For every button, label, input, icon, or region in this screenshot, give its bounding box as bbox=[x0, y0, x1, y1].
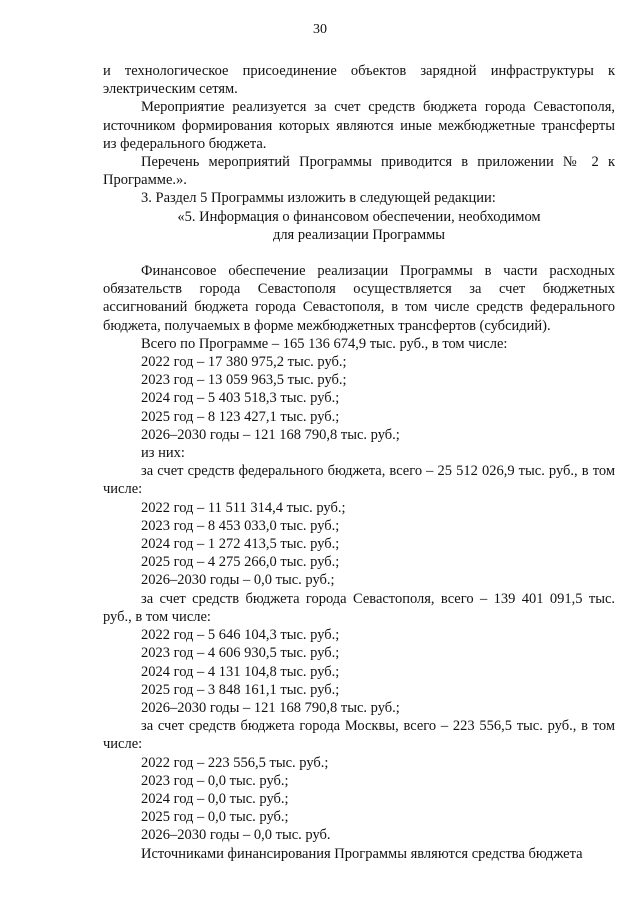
year-line: 2022 год – 5 646 104,3 тыс. руб.; bbox=[141, 627, 340, 644]
intro-paragraph-2: Мероприятие реализуется за счет средств бюджета города Севастополя, источником формирования которых являются иные межбюджетные трансферты из федерального бюджета. bbox=[103, 99, 615, 152]
section-paragraph-1: Финансовое обеспечение реализации Программы в части расходных обязательств города Севастополя осуществляется за счет бюджетных ассигнований бюджета города Севастополя, в том числе средств федерального бюджета, получаемых в форме межбюджетных трансфертов (субсидий). bbox=[103, 263, 615, 334]
federal-paragraph: за счет средств федерального бюджета, всего – 25 512 026,9 тыс. руб., в том числе: bbox=[103, 463, 615, 498]
year-line: 2023 год – 4 606 930,5 тыс. руб.; bbox=[141, 645, 340, 662]
year-line: 2022 год – 11 511 314,4 тыс. руб.; bbox=[141, 499, 346, 516]
section-heading-line-2: для реализации Программы bbox=[272, 226, 446, 243]
intro-paragraph-3: Перечень мероприятий Программы приводится в приложении № 2 к Программе.». bbox=[103, 154, 615, 189]
year-line: 2023 год – 0,0 тыс. руб.; bbox=[141, 772, 289, 789]
year-line: 2023 год – 13 059 963,5 тыс. руб.; bbox=[141, 372, 347, 389]
federal-years-list bbox=[103, 499, 615, 590]
year-line: 2023 год – 8 453 033,0 тыс. руб.; bbox=[141, 517, 340, 534]
year-line: 2025 год – 4 275 266,0 тыс. руб.; bbox=[141, 554, 340, 571]
year-line: 2026–2030 годы – 0,0 тыс. руб. bbox=[141, 827, 331, 844]
page-number: 30 bbox=[313, 22, 327, 37]
year-line: 2026–2030 годы – 0,0 тыс. руб.; bbox=[141, 572, 335, 589]
total-years-list bbox=[103, 353, 615, 444]
year-line: 2026–2030 годы – 121 168 790,8 тыс. руб.; bbox=[141, 699, 400, 716]
sevastopol-paragraph: за счет средств бюджета города Севастополя, всего – 139 401 091,5 тыс. руб., в том числе: bbox=[103, 590, 615, 625]
year-line: 2024 год – 5 403 518,3 тыс. руб.; bbox=[141, 390, 340, 407]
sevastopol-years-list bbox=[103, 626, 615, 717]
year-line: 2022 год – 223 556,5 тыс. руб.; bbox=[141, 754, 329, 771]
intro-paragraph-4: 3. Раздел 5 Программы изложить в следующей редакции: bbox=[141, 190, 496, 207]
total-line: Всего по Программе – 165 136 674,9 тыс. руб., в том числе: bbox=[141, 335, 508, 352]
spacer bbox=[103, 244, 615, 262]
intro-paragraph-1: и технологическое присоединение объектов зарядной инфраструктуры к электрическим сетям. bbox=[103, 63, 615, 98]
section-heading-line-1: «5. Информация о финансовом обеспечении, необходимом bbox=[177, 208, 541, 225]
year-line: 2024 год – 1 272 413,5 тыс. руб.; bbox=[141, 536, 340, 553]
year-line: 2025 год – 0,0 тыс. руб.; bbox=[141, 809, 289, 826]
year-line: 2026–2030 годы – 121 168 790,8 тыс. руб.; bbox=[141, 426, 400, 443]
year-line: 2024 год – 0,0 тыс. руб.; bbox=[141, 790, 289, 807]
moscow-paragraph: за счет средств бюджета города Москвы, всего – 223 556,5 тыс. руб., в том числе: bbox=[103, 718, 615, 753]
sources-line: Источниками финансирования Программы являются средства бюджета bbox=[141, 845, 583, 862]
year-line: 2024 год – 4 131 104,8 тыс. руб.; bbox=[141, 663, 340, 680]
moscow-years-list bbox=[103, 754, 615, 845]
year-line: 2025 год – 8 123 427,1 тыс. руб.; bbox=[141, 408, 340, 425]
document-body bbox=[103, 62, 615, 863]
of-them-line: из них: bbox=[141, 445, 185, 462]
year-line: 2025 год – 3 848 161,1 тыс. руб.; bbox=[141, 681, 340, 698]
year-line: 2022 год – 17 380 975,2 тыс. руб.; bbox=[141, 354, 347, 371]
